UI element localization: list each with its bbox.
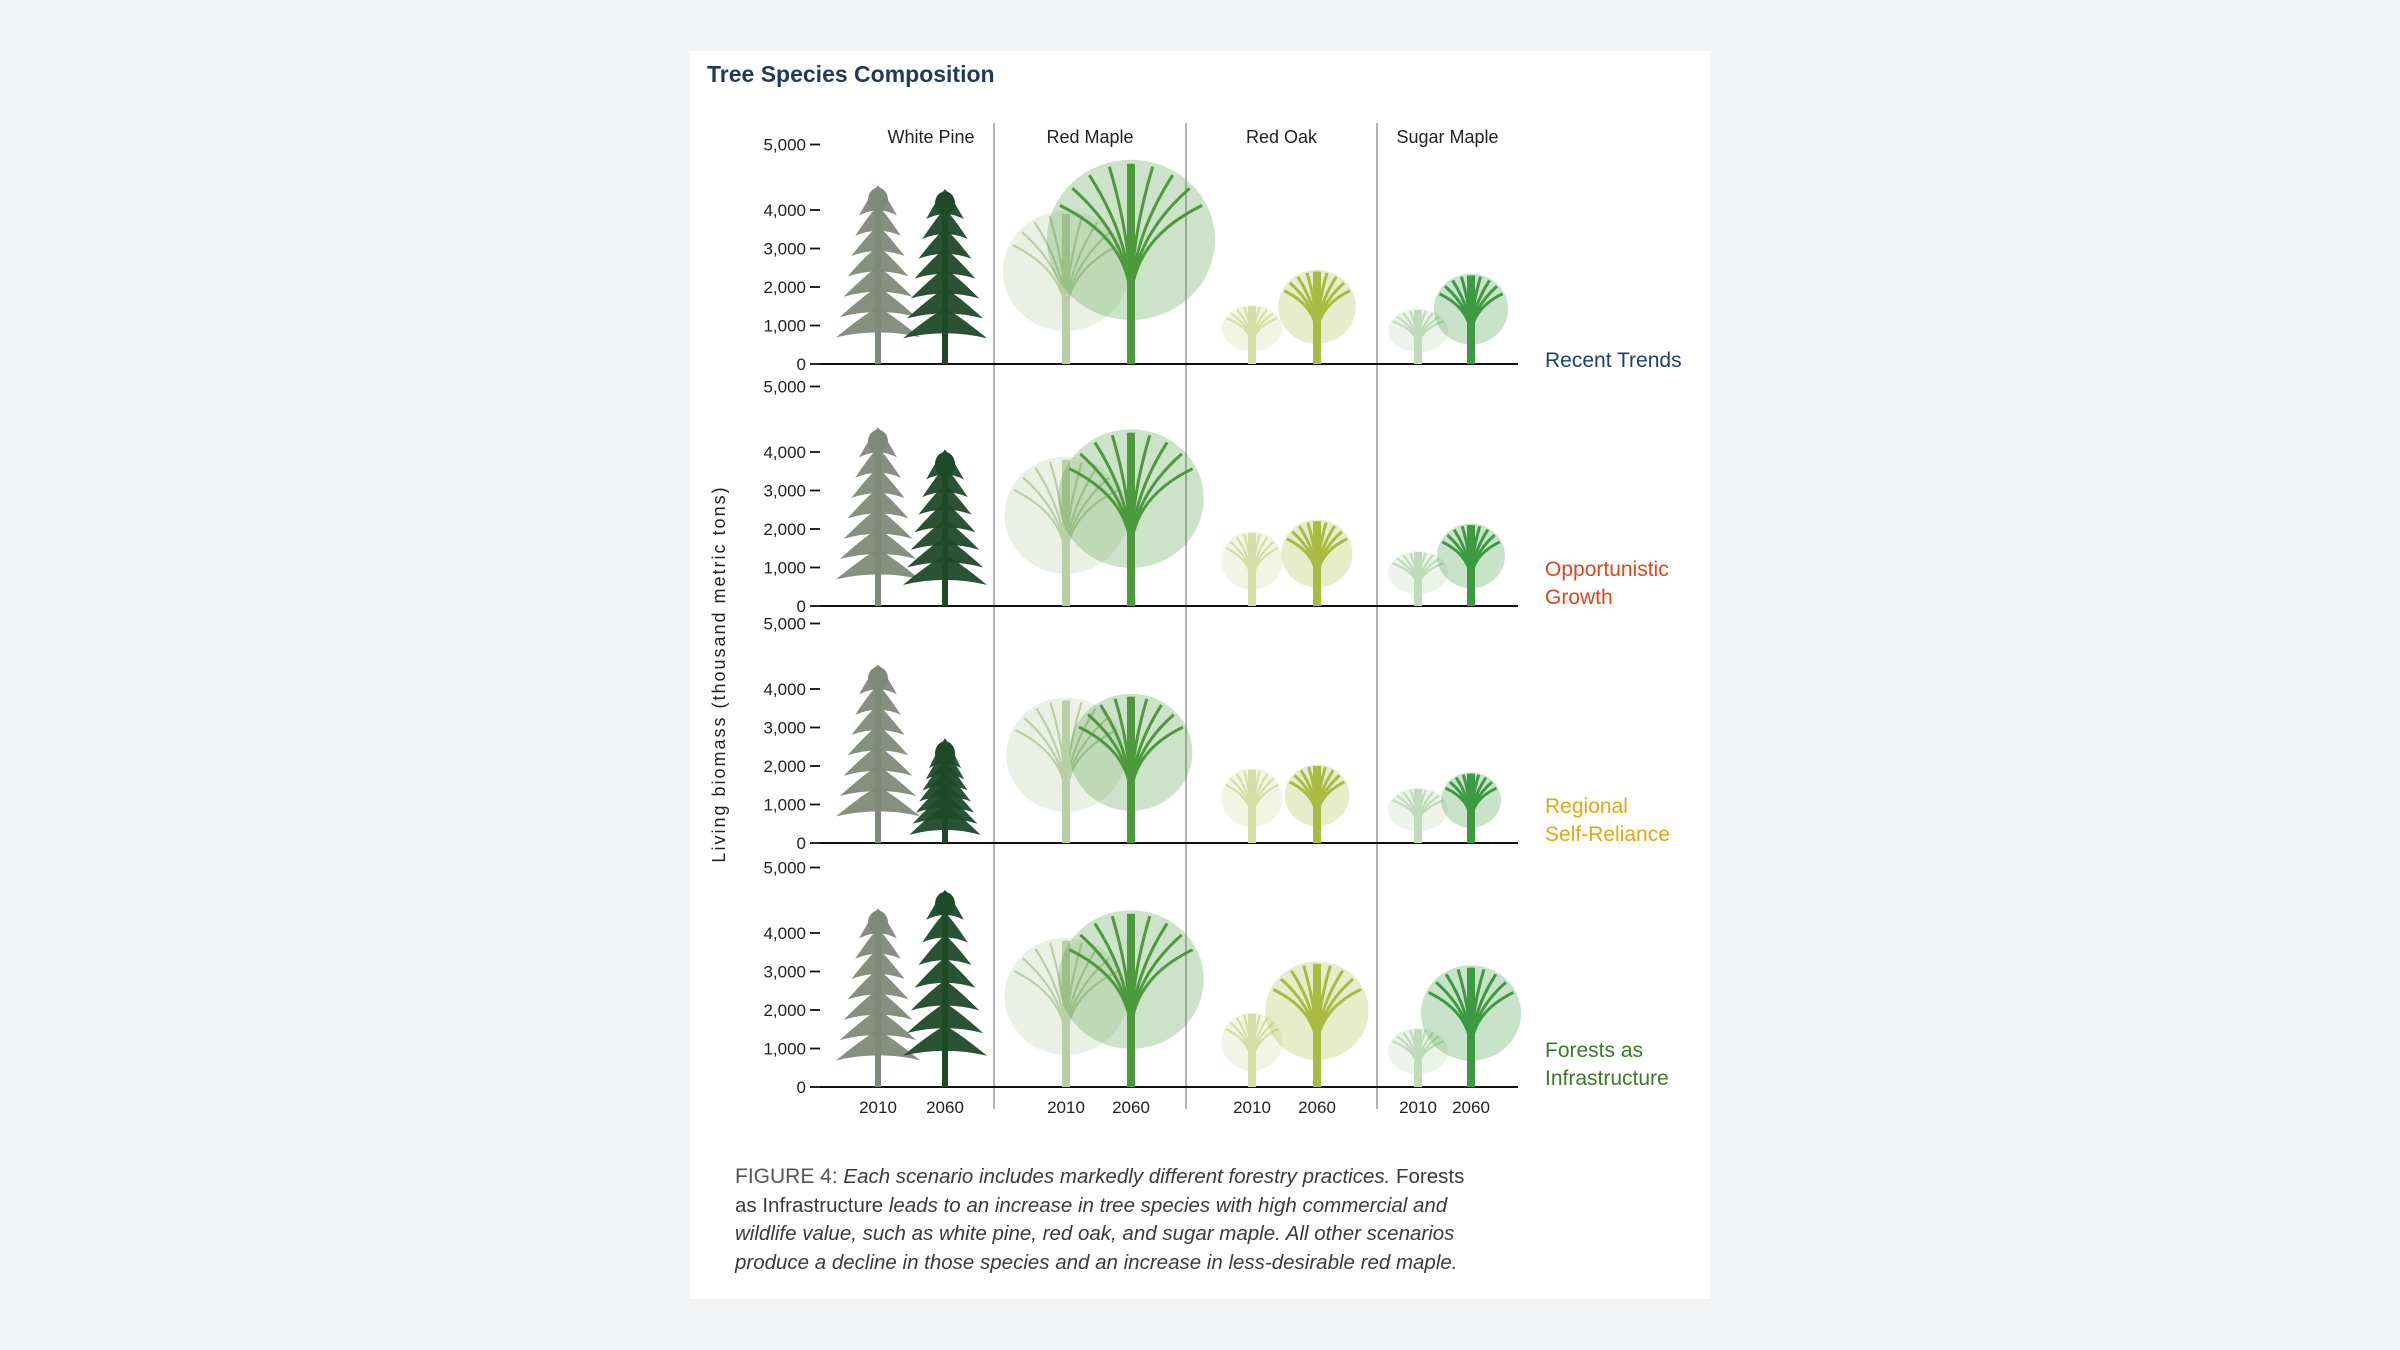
y-tick-label: 3,000 (763, 718, 806, 738)
scenario-label-regional-self-reliance: Regional (1545, 795, 1628, 818)
tree-white-pine-2010-regional-self-reliance (836, 664, 920, 843)
y-tick-label: 4,000 (763, 680, 806, 699)
tree-red-maple-2060-regional-self-reliance (1070, 694, 1193, 843)
y-tick-label: 3,000 (763, 239, 806, 259)
y-tick-label: 1,000 (763, 558, 806, 578)
caption-label: FIGURE 4: (735, 1165, 838, 1188)
tree-species-chart (690, 51, 1710, 1299)
x-tick-label-red-maple-2010: 2010 (1047, 1098, 1085, 1117)
y-tick-label: 0 (796, 597, 806, 616)
tree-sugar-maple-2060-opportunistic-growth (1437, 524, 1505, 606)
x-tick-label-sugar-maple-2060: 2060 (1452, 1098, 1490, 1117)
figure-caption (735, 1163, 1475, 1277)
x-tick-label-red-oak-2010: 2010 (1233, 1098, 1271, 1117)
caption-part3: leads to an increase in tree species with high commercial and wildlife value, such as white pine, red oak, and sugar maple. All other scenarios produce a decline in those species and an increase in less-desirable red maple. (735, 1193, 1458, 1274)
species-header-white-pine: White Pine (887, 127, 975, 147)
scenario-label-opportunistic-growth: Opportunistic (1545, 558, 1669, 581)
y-axis-label: Living biomass (thousand metric tons) (709, 485, 729, 863)
tree-white-pine-2010-opportunistic-growth (836, 427, 920, 606)
y-tick-label: 0 (796, 834, 806, 853)
scenario-label-opportunistic-growth: Growth (1545, 586, 1613, 609)
y-tick-label: 2,000 (763, 757, 806, 776)
y-tick-label: 4,000 (763, 924, 806, 943)
figure-card (690, 51, 1710, 1299)
tree-red-oak-2060-forests-as-infrastructure (1265, 961, 1368, 1087)
tree-red-oak-2010-opportunistic-growth (1221, 531, 1282, 606)
species-header-red-oak: Red Oak (1245, 127, 1318, 147)
tree-white-pine-2010-forests-as-infrastructure (836, 908, 920, 1087)
caption-part1: Each scenario includes markedly different forestry practices. (843, 1165, 1391, 1188)
tree-sugar-maple-2060-regional-self-reliance (1441, 772, 1501, 843)
y-tick-label: 0 (796, 1078, 806, 1097)
y-tick-label: 2,000 (763, 278, 806, 297)
y-tick-label: 1,000 (763, 795, 806, 815)
tree-white-pine-2060-opportunistic-growth (903, 450, 987, 606)
tree-red-maple-2060-recent-trends (1047, 160, 1215, 364)
tree-red-oak-2010-recent-trends (1222, 305, 1282, 364)
tree-sugar-maple-2060-recent-trends (1434, 274, 1508, 364)
y-tick-label: 2,000 (763, 1001, 806, 1020)
x-tick-label-red-maple-2060: 2060 (1112, 1098, 1150, 1117)
scenario-label-forests-as-infrastructure: Forests as (1545, 1039, 1644, 1062)
tree-red-maple-2060-opportunistic-growth (1058, 429, 1204, 606)
caption-part2: Forests as Infrastructure (735, 1165, 1465, 1217)
tree-red-maple-2060-forests-as-infrastructure (1058, 910, 1204, 1087)
y-tick-label: 5,000 (763, 135, 806, 155)
x-tick-label-white-pine-2010: 2010 (859, 1098, 897, 1117)
species-header-red-maple: Red Maple (1046, 127, 1134, 147)
y-tick-label: 1,000 (763, 1039, 806, 1059)
tree-white-pine-2060-recent-trends (903, 189, 987, 364)
x-tick-label-sugar-maple-2010: 2010 (1399, 1098, 1437, 1117)
y-tick-label: 5,000 (763, 377, 806, 397)
scenario-label-recent-trends: Recent Trends (1545, 349, 1682, 372)
scenario-label-regional-self-reliance: Self-Reliance (1545, 823, 1670, 846)
y-tick-label: 1,000 (763, 316, 806, 336)
y-tick-label: 5,000 (763, 858, 806, 878)
species-header-sugar-maple: Sugar Maple (1396, 127, 1499, 147)
y-tick-label: 0 (796, 355, 806, 374)
tree-red-oak-2060-opportunistic-growth (1281, 520, 1352, 606)
y-tick-label: 3,000 (763, 481, 806, 501)
x-tick-label-white-pine-2060: 2060 (926, 1098, 964, 1117)
y-tick-label: 5,000 (763, 614, 806, 634)
y-tick-label: 4,000 (763, 201, 806, 220)
tree-red-oak-2060-regional-self-reliance (1285, 764, 1350, 843)
y-tick-label: 4,000 (763, 443, 806, 462)
y-tick-label: 3,000 (763, 962, 806, 982)
y-tick-label: 2,000 (763, 520, 806, 539)
x-tick-label-red-oak-2060: 2060 (1298, 1098, 1336, 1117)
tree-red-oak-2060-recent-trends (1278, 270, 1356, 364)
tree-red-oak-2010-regional-self-reliance (1221, 768, 1282, 843)
chart-title: Tree Species Composition (707, 61, 995, 87)
scenario-label-forests-as-infrastructure: Infrastructure (1545, 1067, 1669, 1090)
tree-sugar-maple-2010-regional-self-reliance (1388, 788, 1448, 843)
tree-white-pine-2060-regional-self-reliance (909, 738, 980, 843)
